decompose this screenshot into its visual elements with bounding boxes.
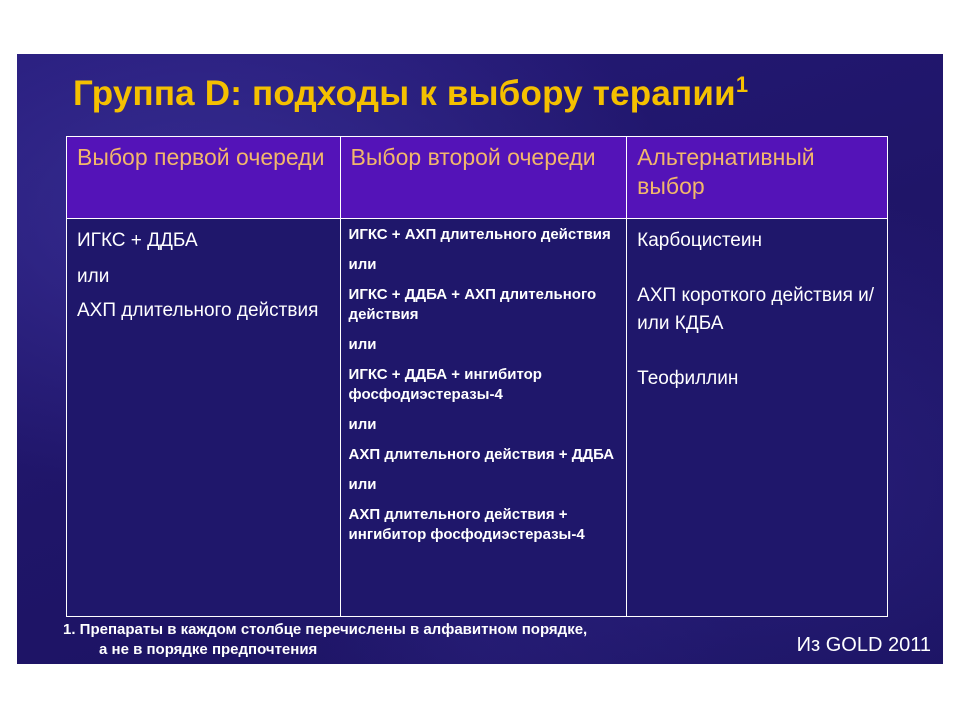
list-item: АХП длительного действия xyxy=(77,300,319,321)
slide xyxy=(17,54,943,664)
title-footnote-marker: 1 xyxy=(735,72,749,97)
list-item-or: или xyxy=(348,416,377,433)
list-item: Карбоцистеин xyxy=(637,230,762,251)
header-alternative-choice: Альтернативный выбор xyxy=(627,137,888,219)
header-second-choice: Выбор второй очереди xyxy=(340,137,627,219)
list-item-or: или xyxy=(348,476,377,493)
list-item: ИГКС + АХП длительного действия xyxy=(348,226,611,243)
list-item-or: или xyxy=(348,256,377,273)
list-item: ИГКС + ДДБА + ингибитор фосфодиэстеразы-4 xyxy=(348,366,542,403)
list-item: АХП длительного действия + ДДБА xyxy=(348,446,615,463)
list-item: АХП короткого действия и/или КДБА xyxy=(637,285,875,334)
list-item: АХП длительного действия + ингибитор фосфодиэстеразы-4 xyxy=(348,506,585,543)
slide-title-text: Группа D: подходы к выбору терапии xyxy=(73,74,736,113)
alternative-choice-cell xyxy=(627,219,888,617)
list-item: Теофиллин xyxy=(637,368,739,389)
list-item-or: или xyxy=(77,266,110,287)
second-choice-cell xyxy=(340,219,627,617)
slide-title xyxy=(73,72,748,114)
footnote xyxy=(63,620,587,660)
table-body-row xyxy=(67,219,888,617)
list-item: ИГКС + ДДБА + АХП длительного действия xyxy=(348,286,597,323)
first-choice-cell xyxy=(67,219,341,617)
list-item-or: или xyxy=(348,336,377,353)
footnote-line-1: 1. Препараты в каждом столбце перечислены в алфавитном порядке, xyxy=(63,621,588,638)
footnote-line-2: а не в порядке предпочтения xyxy=(99,641,318,658)
therapy-table xyxy=(66,136,888,617)
source-citation: Из GOLD 2011 xyxy=(796,634,931,656)
list-item: ИГКС + ДДБА xyxy=(77,230,198,251)
header-first-choice: Выбор первой очереди xyxy=(67,137,341,219)
table-header-row xyxy=(67,137,888,219)
